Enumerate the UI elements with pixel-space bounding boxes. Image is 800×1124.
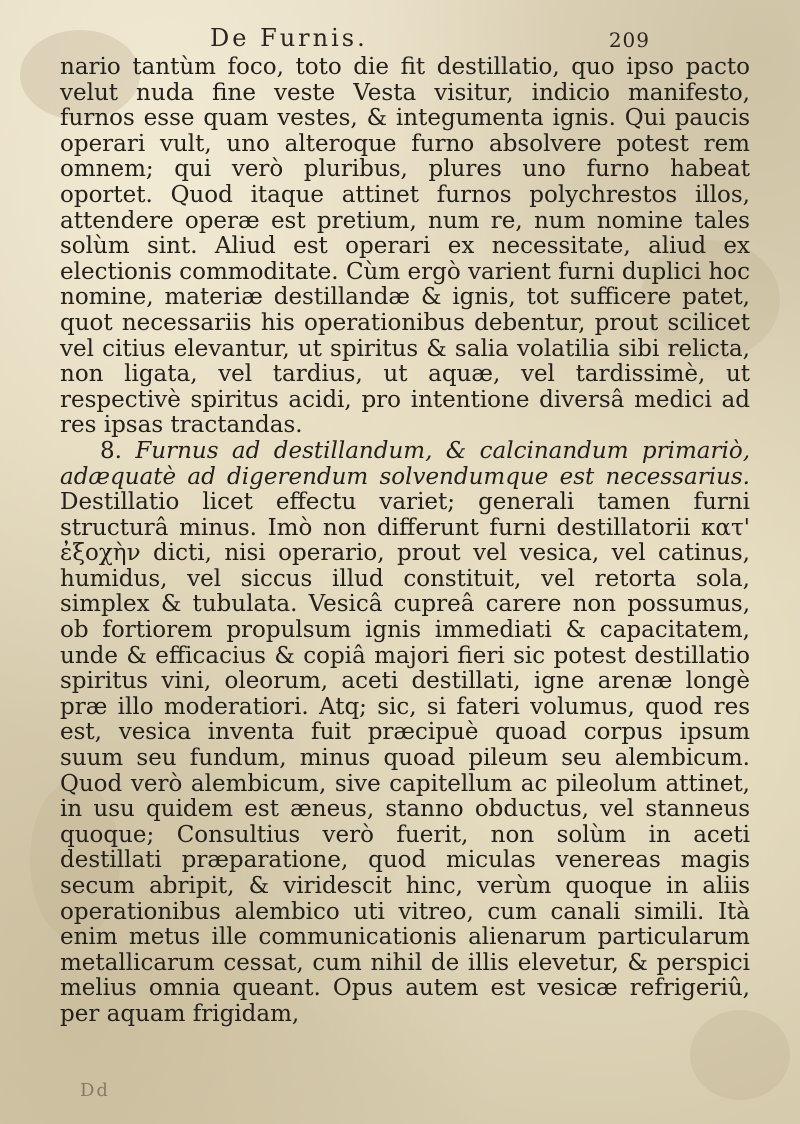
paragraph-2-text: Destillatio licet effectu variet; generali tamen furni structurâ minus. Imò non differunt furni destillatorii κατ' ἐξοχὴν dicti, nisi operario, prout vel vesica, vel catinus, humidus, vel siccus illud constituit, vel retorta sola, simplex & tubulata. Vesicâ cupreâ carere non possumus, ob fortiorem propulsum ignis immediati & capacitatem, unde & efficacius & copiâ majori fieri sic potest destillatio spiritus vini, oleorum, aceti destillati, igne arenæ longè præ illo moderatiori. Atq; sic, si fateri volumus, quod res est, vesica inventa fuit præcipuè quoad corpus ipsum suum seu fundum, minus quoad pileum seu alembicum. Quod verò alembicum, sive capitellum ac pileolum attinet, in usu quidem est æneus, stanno obductus, vel stanneus quoque; Consultius verò fuerit, non solùm in aceti destillati præparatione, quod miculas venereas magis secum abripit, & viridescit hinc, verùm quoque in aliis operationibus alembico uti vitreo, cum canali simili. Ità enim metus ille communicationis alienarum particularum metallicarum cessat, cum nihil de illis elevetur, & perspici melius omnia queant. Opus autem est vesicæ refrigeriû, per aquam frigidam,	[60, 489, 750, 1027]
paragraph-2	[60, 439, 750, 1028]
paragraph-1: nario tantùm foco, toto die fit destillatio, quo ipso pacto velut nuda fine veste Vesta visitur, indicio manifesto, furnos esse quam vestes, & integumenta ignis. Qui paucis operari vult, uno alteroque furno absolvere potest rem omnem; qui verò pluribus, plures uno furno habeat oportet. Quod itaque attinet furnos polychrestos illos, attendere operæ est pretium, num re, num nomine tales solùm sint. Aliud est operari ex necessitate, aliud ex electionis commoditate. Cùm ergò varient furni duplici hoc nomine, materiæ destillandæ & ignis, tot sufficere patet, quot necessariis his operationibus debentur, prout scilicet vel citius elevantur, ut spiritus & salia volatilia sibi relicta, non ligata, vel tardius, ut aquæ, vel tardissimè, ut respectivè spiritus acidi, pro intentione diversâ medici ad res ipsas tractandas.	[60, 54, 750, 439]
catchword: Dd	[80, 1080, 110, 1101]
page-number: 209	[608, 28, 650, 52]
section-heading	[60, 438, 750, 490]
main-text	[60, 55, 750, 1028]
running-header	[210, 22, 650, 58]
section-heading-text: Furnus ad destillandum, & calcinandum primariò, adæquatè ad digerendum solvendumque est necessarius.	[60, 437, 750, 490]
running-title: De Furnis.	[210, 24, 368, 52]
section-number: 8.	[100, 437, 122, 464]
